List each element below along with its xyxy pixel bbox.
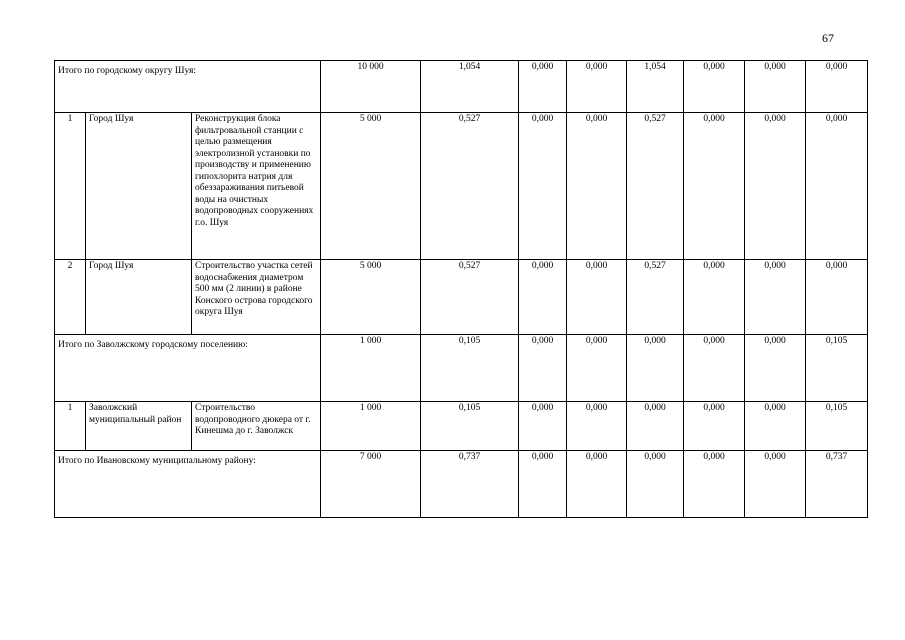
value-cell: 0,000 <box>684 113 745 260</box>
value-cell: 0,105 <box>421 402 519 451</box>
value-cell: 0,000 <box>684 61 745 113</box>
description-cell: Строительство водопроводного дюкера от г. Кинешма до г. Заволжск <box>192 402 321 451</box>
value-cell: 0,000 <box>567 260 627 335</box>
total-label: Итого по городскому округу Шуя: <box>55 61 321 113</box>
value-cell: 0,000 <box>745 260 806 335</box>
value-cell: 1 000 <box>321 402 421 451</box>
table-row <box>55 402 868 451</box>
total-row <box>55 451 868 518</box>
municipality-cell: Заволжский муниципальный район <box>86 402 192 451</box>
value-cell: 0,105 <box>421 335 519 402</box>
value-cell: 1,054 <box>421 61 519 113</box>
value-cell: 7 000 <box>321 451 421 518</box>
value-cell: 0,000 <box>745 451 806 518</box>
value-cell: 0,000 <box>806 61 868 113</box>
value-cell: 1 000 <box>321 335 421 402</box>
value-cell: 10 000 <box>321 61 421 113</box>
value-cell: 0,527 <box>627 260 684 335</box>
value-cell: 0,000 <box>627 402 684 451</box>
value-cell: 0,000 <box>519 451 567 518</box>
value-cell: 5 000 <box>321 260 421 335</box>
value-cell: 0,000 <box>806 260 868 335</box>
value-cell: 0,000 <box>745 61 806 113</box>
value-cell: 0,000 <box>519 402 567 451</box>
value-cell: 0,000 <box>745 402 806 451</box>
value-cell: 1,054 <box>627 61 684 113</box>
total-label: Итого по Ивановскому муниципальному району: <box>55 451 321 518</box>
value-cell: 0,000 <box>519 260 567 335</box>
value-cell: 0,000 <box>684 335 745 402</box>
value-cell: 0,000 <box>627 335 684 402</box>
row-number: 1 <box>55 402 86 451</box>
value-cell: 0,000 <box>684 451 745 518</box>
value-cell: 0,737 <box>806 451 868 518</box>
table-row <box>55 260 868 335</box>
value-cell: 0,000 <box>627 451 684 518</box>
row-number: 2 <box>55 260 86 335</box>
value-cell: 0,000 <box>684 260 745 335</box>
description-cell: Реконструкция блока фильтровальной станции с целью размещения электролизной установки по производству и применению гипохлорита натрия для обеззараживания питьевой воды на очистных водопроводных сооружениях г.о. Шуя <box>192 113 321 260</box>
value-cell: 0,105 <box>806 335 868 402</box>
value-cell: 5 000 <box>321 113 421 260</box>
municipality-cell: Город Шуя <box>86 113 192 260</box>
value-cell: 0,000 <box>567 451 627 518</box>
row-number: 1 <box>55 113 86 260</box>
value-cell: 0,000 <box>684 402 745 451</box>
value-cell: 0,000 <box>519 113 567 260</box>
value-cell: 0,000 <box>745 113 806 260</box>
value-cell: 0,527 <box>627 113 684 260</box>
value-cell: 0,000 <box>567 335 627 402</box>
financing-table <box>54 60 868 518</box>
total-row <box>55 335 868 402</box>
total-row <box>55 61 868 113</box>
value-cell: 0,000 <box>806 113 868 260</box>
value-cell: 0,000 <box>567 113 627 260</box>
value-cell: 0,527 <box>421 260 519 335</box>
value-cell: 0,527 <box>421 113 519 260</box>
value-cell: 0,105 <box>806 402 868 451</box>
value-cell: 0,000 <box>519 61 567 113</box>
description-cell: Строительство участка сетей водоснабжения диаметром 500 мм (2 линии) в районе Конского острова городского округа Шуя <box>192 260 321 335</box>
total-label: Итого по Заволжскому городскому поселению: <box>55 335 321 402</box>
value-cell: 0,000 <box>745 335 806 402</box>
value-cell: 0,000 <box>519 335 567 402</box>
page-number: 67 <box>822 31 834 45</box>
value-cell: 0,000 <box>567 61 627 113</box>
value-cell: 0,737 <box>421 451 519 518</box>
table-row <box>55 113 868 260</box>
municipality-cell: Город Шуя <box>86 260 192 335</box>
value-cell: 0,000 <box>567 402 627 451</box>
